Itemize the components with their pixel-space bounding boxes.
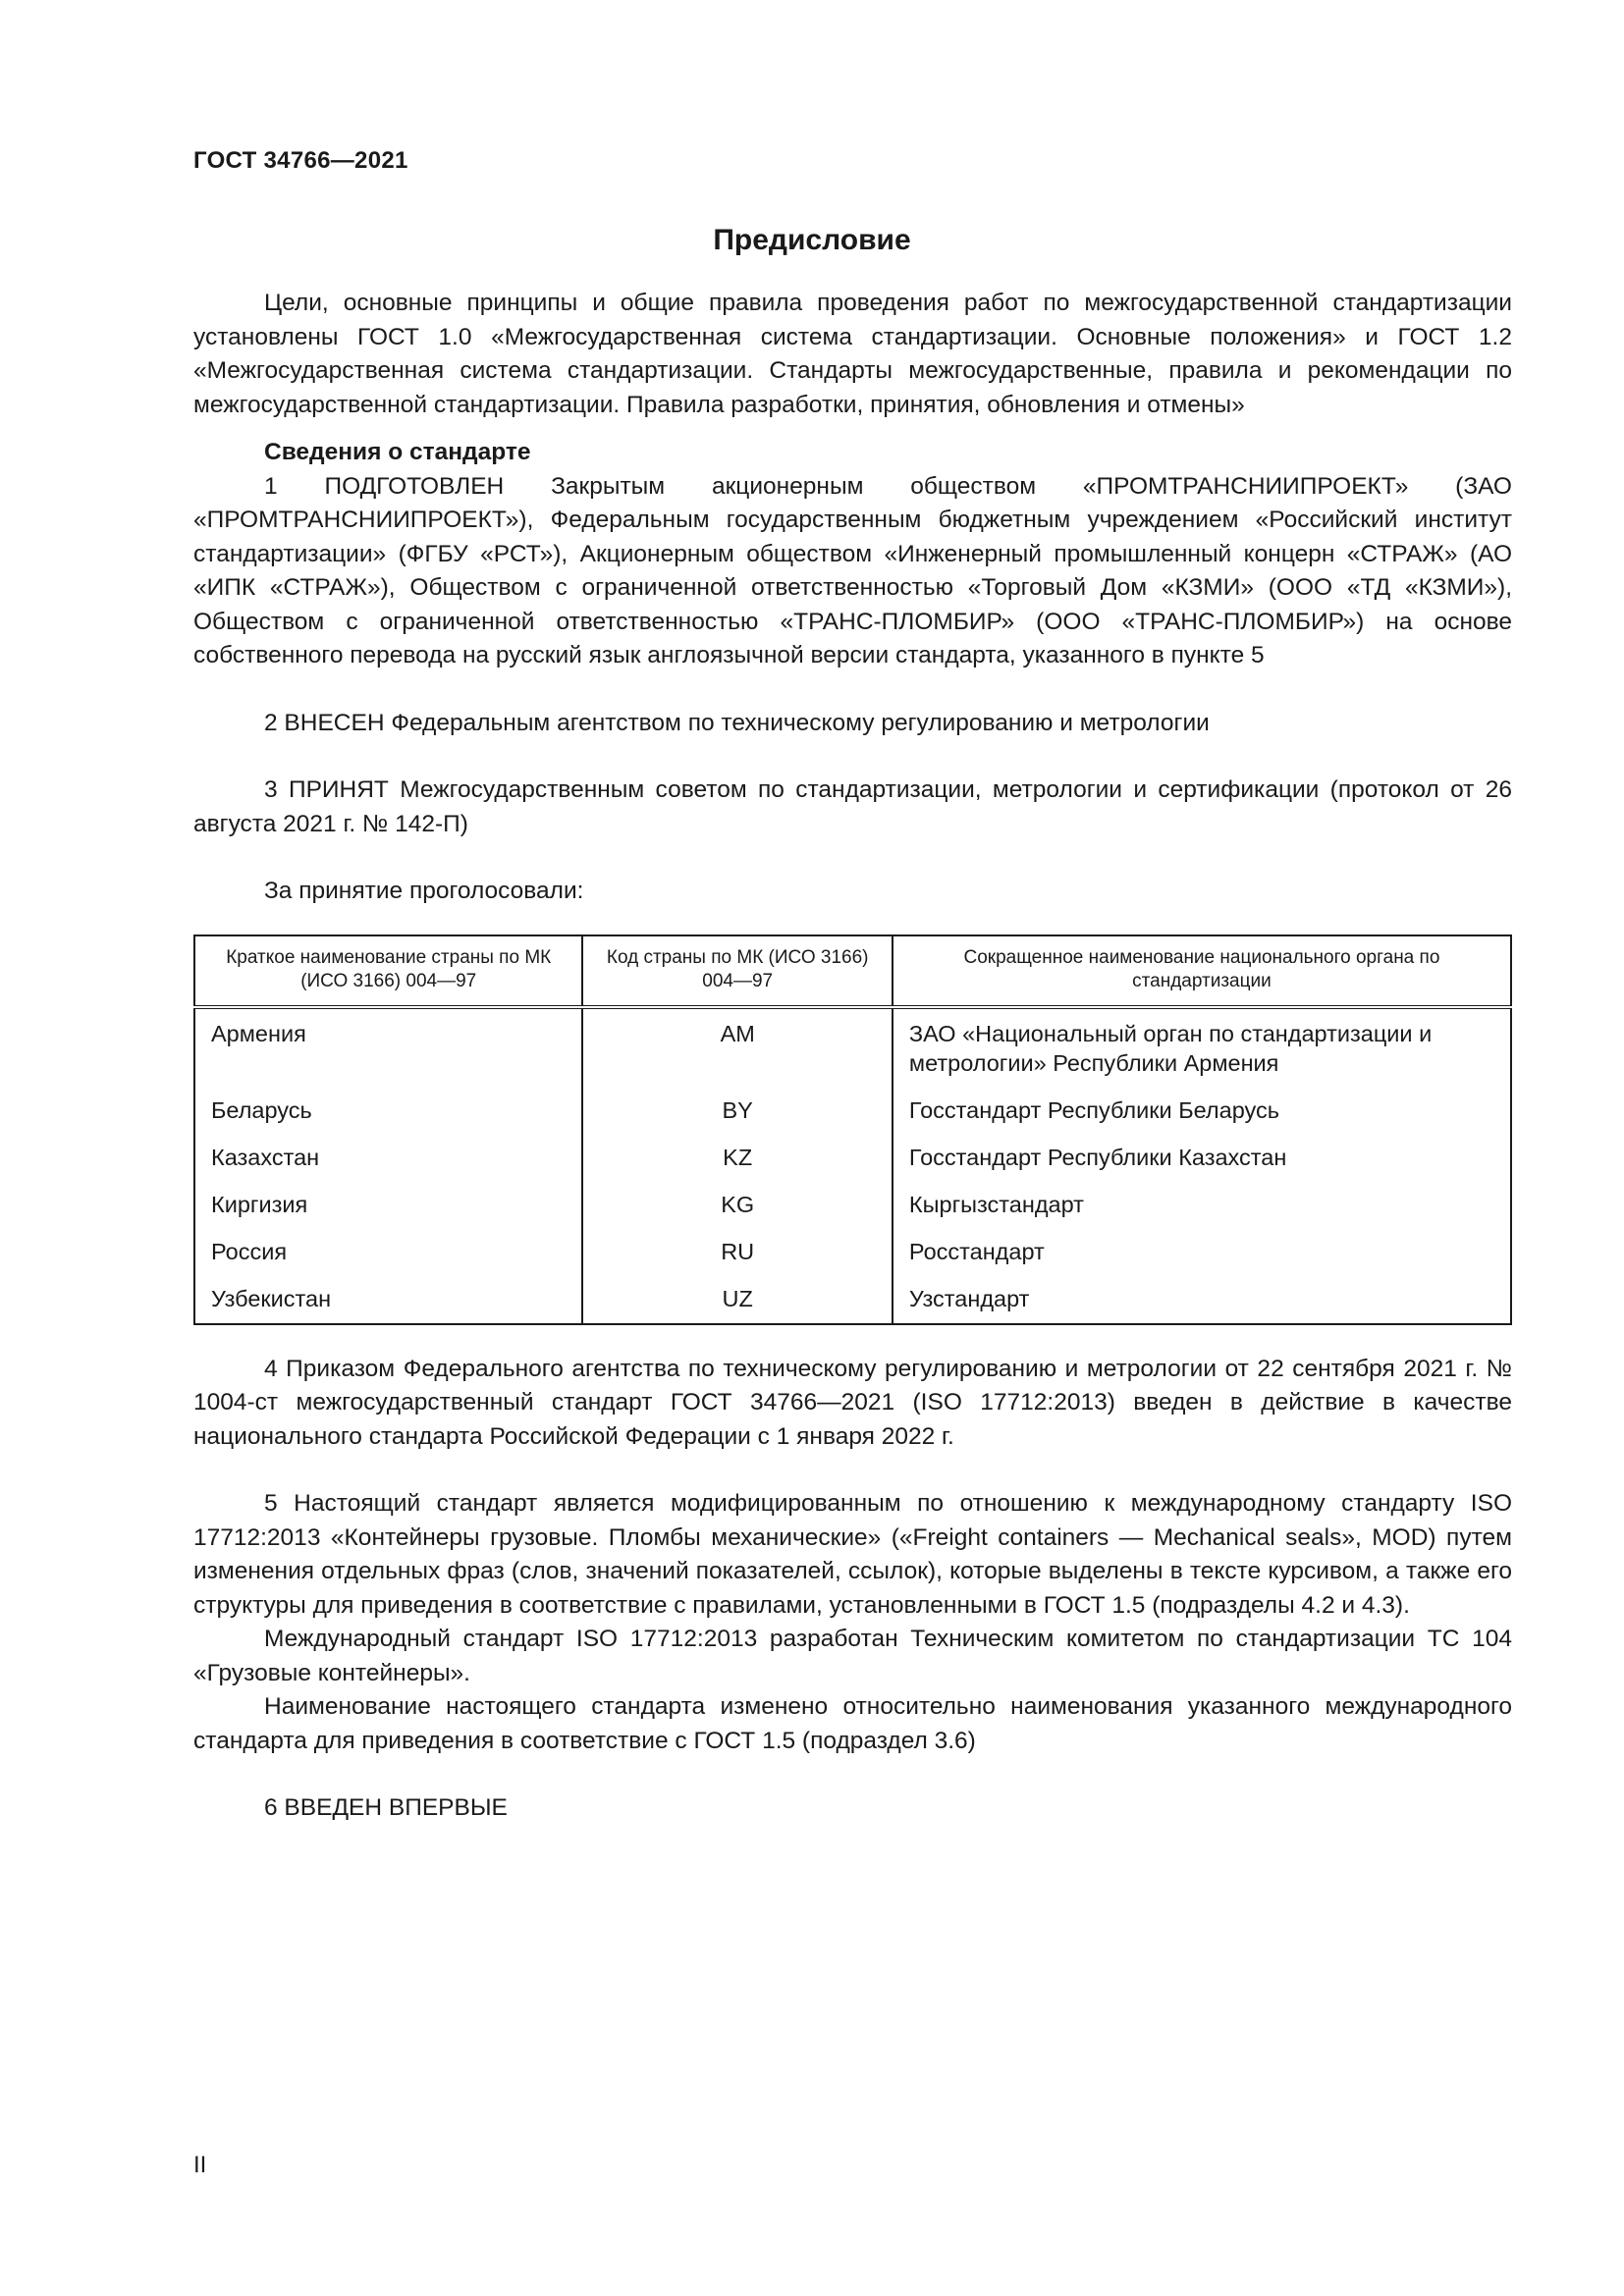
header-country: Краткое наименование страны по МК (ИСО 3166) 004—97 bbox=[194, 935, 582, 1007]
votes-table bbox=[193, 934, 1512, 1325]
body-cell: Кыргызстандарт bbox=[893, 1184, 1511, 1231]
document-code: ГОСТ 34766—2021 bbox=[193, 147, 408, 174]
country-cell: Киргизия bbox=[194, 1184, 582, 1231]
code-cell: AM bbox=[582, 1007, 892, 1090]
table-row bbox=[194, 1184, 1511, 1231]
table-row bbox=[194, 1137, 1511, 1184]
body-cell: Росстандарт bbox=[893, 1231, 1511, 1278]
country-cell: Казахстан bbox=[194, 1137, 582, 1184]
code-cell: BY bbox=[582, 1090, 892, 1137]
body-cell: ЗАО «Национальный орган по стандартизации и метрологии» Республики Армения bbox=[893, 1007, 1511, 1090]
code-cell: KZ bbox=[582, 1137, 892, 1184]
item-1-paragraph: 1 ПОДГОТОВЛЕН Закрытым акционерным обществом «ПРОМТРАНСНИИПРОЕКТ» (ЗАО «ПРОМТРАНСНИИПРОЕКТ»), Федеральным государственным бюджетным учреждением «Российский институт стандартизации» (ФГБУ «РСТ»), Акционерным обществом «Инженерный промышленный концерн «СТРАЖ» (АО «ИПК «СТРАЖ»), Обществом с ограниченной ответственностью «Торговый Дом «КЗМИ» (ООО «ТД «КЗМИ»), Обществом с ограниченной ответственностью «ТРАНС-ПЛОМБИР» (ООО «ТРАНС-ПЛОМБИР») на основе собственного перевода на русский язык англоязычной версии стандарта, указанного в пункте 5 bbox=[193, 472, 1512, 668]
code-cell: RU bbox=[582, 1231, 892, 1278]
item-3-paragraph: 3 ПРИНЯТ Межгосударственным советом по стандартизации, метрологии и сертификации (протокол от 26 августа 2021 г. № 142-П) bbox=[193, 776, 1512, 837]
table-row bbox=[194, 1231, 1511, 1278]
header-code: Код страны по МК (ИСО 3166) 004—97 bbox=[582, 935, 892, 1007]
country-cell: Армения bbox=[194, 1007, 582, 1090]
table-row bbox=[194, 1007, 1511, 1090]
item-4-paragraph: 4 Приказом Федерального агентства по техническому регулированию и метрологии от 22 сентября 2021 г. № 1004-ст межгосударственный стандарт ГОСТ 34766—2021 (ISO 17712:2013) введен в действие в качестве национального стандарта Российской Федерации с 1 января 2022 г. bbox=[193, 1355, 1512, 1450]
item-5-paragraph-2: Международный стандарт ISO 17712:2013 разработан Техническим комитетом по стандартизации ТС 104 «Грузовые контейнеры». bbox=[193, 1626, 1512, 1686]
vote-intro: За принятие проголосовали: bbox=[264, 878, 584, 904]
body-cell: Узстандарт bbox=[893, 1278, 1511, 1324]
item-2-paragraph: 2 ВНЕСЕН Федеральным агентством по техническому регулированию и метрологии bbox=[264, 709, 1210, 736]
body-cell: Госстандарт Республики Казахстан bbox=[893, 1137, 1511, 1184]
code-cell: KG bbox=[582, 1184, 892, 1231]
body-cell: Госстандарт Республики Беларусь bbox=[893, 1090, 1511, 1137]
page-title: Предисловие bbox=[713, 224, 911, 256]
country-cell: Узбекистан bbox=[194, 1278, 582, 1324]
item-5-paragraph: 5 Настоящий стандарт является модифицированным по отношению к международному стандарту ISO 17712:2013 «Контейнеры грузовые. Пломбы механические» («Freight containers — Mechanical seals», MOD) путем изменения отдельных фраз (слов, значений показателей, ссылок), которые выделены в тексте курсивом, а также его структуры для приведения в соответствие с правилами, установленными в ГОСТ 1.5 (подразделы 4.2 и 4.3). bbox=[193, 1490, 1512, 1619]
intro-paragraph: Цели, основные принципы и общие правила проведения работ по межгосударственной стандартизации установлены ГОСТ 1.0 «Межгосударственная система стандартизации. Основные положения» и ГОСТ 1.2 «Межгосударственная система стандартизации. Стандарты межгосударственные, правила и рекомендации по межгосударственной стандартизации. Правила разработки, принятия, обновления и отмены» bbox=[193, 290, 1512, 418]
country-cell: Россия bbox=[194, 1231, 582, 1278]
item-6-paragraph: 6 ВВЕДЕН ВПЕРВЫЕ bbox=[264, 1794, 508, 1821]
section-heading: Сведения о стандарте bbox=[264, 439, 531, 465]
item-5-paragraph-3: Наименование настоящего стандарта изменено относительно наименования указанного международного стандарта для приведения в соответствие с ГОСТ 1.5 (подраздел 3.6) bbox=[193, 1693, 1512, 1754]
table-row bbox=[194, 1278, 1511, 1324]
table-row bbox=[194, 1090, 1511, 1137]
code-cell: UZ bbox=[582, 1278, 892, 1324]
table-header-row bbox=[194, 935, 1511, 1007]
country-cell: Беларусь bbox=[194, 1090, 582, 1137]
page-number: II bbox=[193, 2152, 207, 2178]
header-body: Сокращенное наименование национального органа по стандартизации bbox=[893, 935, 1511, 1007]
document-body bbox=[193, 287, 1512, 1826]
